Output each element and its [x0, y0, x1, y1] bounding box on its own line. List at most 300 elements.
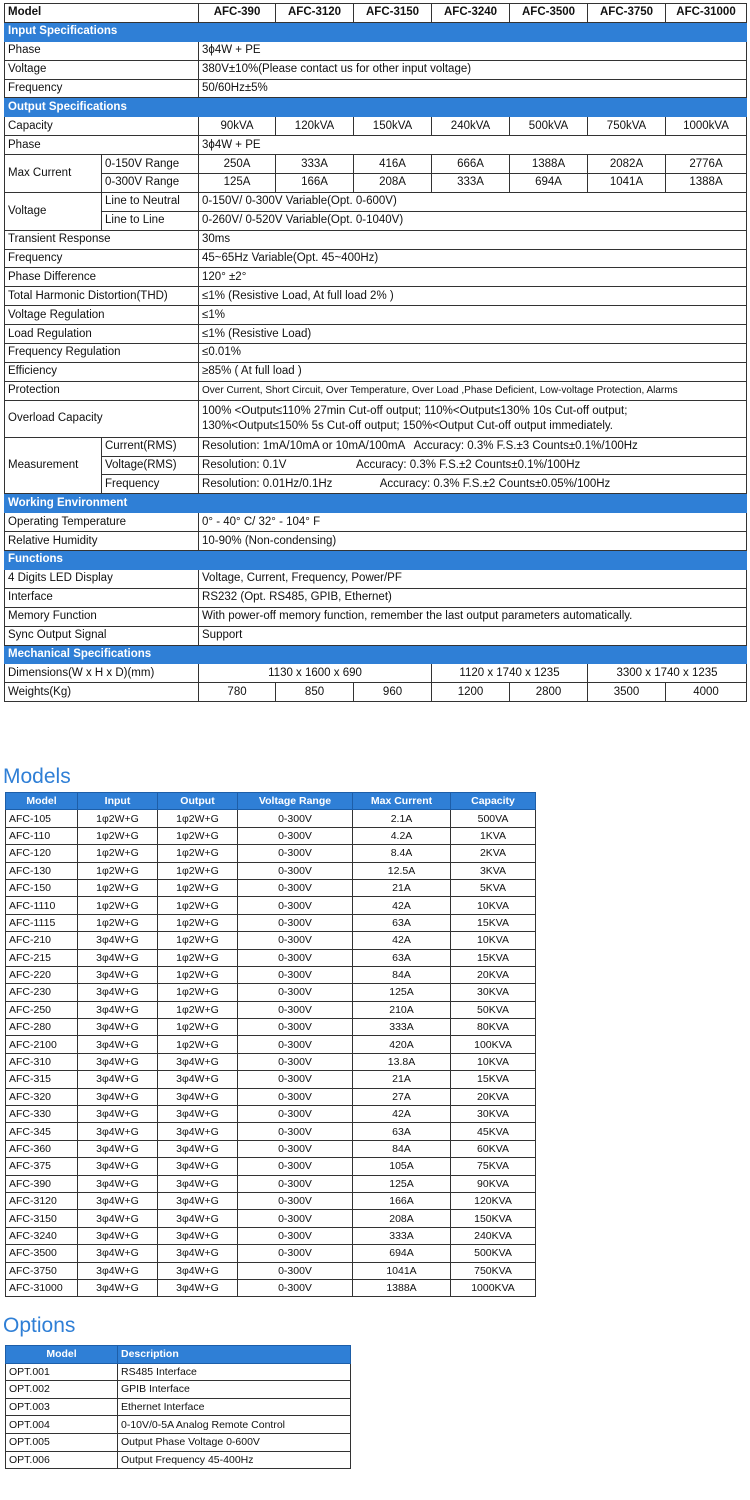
table-row	[6, 897, 536, 914]
options-header-cell: Description	[118, 1346, 351, 1364]
table-cell: 0-300V	[238, 1245, 353, 1262]
spec-value: 125A	[199, 174, 276, 193]
table-row	[6, 949, 536, 966]
spec-value: 666A	[432, 155, 510, 174]
spec-label: Operating Temperature	[5, 513, 199, 532]
spec-row	[5, 79, 747, 98]
table-cell: OPT.005	[6, 1433, 118, 1451]
table-cell: 30KVA	[451, 1106, 536, 1123]
spec-row	[5, 41, 747, 60]
spec-row	[5, 456, 747, 475]
table-cell: AFC-31000	[6, 1279, 78, 1296]
table-cell: AFC-3150	[6, 1210, 78, 1227]
table-cell: AFC-220	[6, 966, 78, 983]
table-cell: 90KVA	[451, 1175, 536, 1192]
spec-value: 850	[276, 683, 354, 702]
options-body	[6, 1363, 351, 1469]
table-row	[6, 1363, 351, 1381]
spec-sublabel: Line to Neutral	[102, 192, 199, 211]
table-cell: 1φ2W+G	[158, 845, 238, 862]
table-cell: 3φ4W+G	[78, 1140, 158, 1157]
table-cell: 21A	[353, 1071, 451, 1088]
table-cell: 3φ4W+G	[158, 1071, 238, 1088]
spec-value: Support	[199, 626, 747, 645]
table-cell: 120KVA	[451, 1192, 536, 1209]
spec-header-cell: AFC-3120	[276, 4, 354, 23]
spec-row	[5, 306, 747, 325]
spec-row	[5, 117, 747, 136]
spec-value: 30ms	[199, 230, 747, 249]
table-cell: 1φ2W+G	[158, 932, 238, 949]
table-cell: 3φ4W+G	[158, 1106, 238, 1123]
spec-header-cell: AFC-3240	[432, 4, 510, 23]
table-cell: 0-300V	[238, 1019, 353, 1036]
table-cell: 45KVA	[451, 1123, 536, 1140]
table-cell: 333A	[353, 1227, 451, 1244]
spec-value: 333A	[432, 174, 510, 193]
spec-row	[5, 532, 747, 551]
table-cell: 210A	[353, 1001, 451, 1018]
specifications-table	[4, 3, 747, 702]
spec-sublabel: Frequency	[102, 475, 199, 494]
table-cell: 3φ4W+G	[158, 1210, 238, 1227]
table-cell: 100KVA	[451, 1036, 536, 1053]
table-cell: 1φ2W+G	[78, 862, 158, 879]
table-row	[6, 984, 536, 1001]
table-cell: 3φ4W+G	[78, 949, 158, 966]
spec-value: 2082A	[588, 155, 666, 174]
table-row	[6, 1019, 536, 1036]
spec-sublabel: Current(RMS)	[102, 437, 199, 456]
table-cell: 1φ2W+G	[78, 827, 158, 844]
table-cell: 0-300V	[238, 897, 353, 914]
spec-header-cell: Model	[5, 4, 199, 23]
models-header-cell: Voltage Range	[238, 793, 353, 810]
table-cell: 0-300V	[238, 827, 353, 844]
models-header-row	[6, 793, 536, 810]
table-row	[6, 1053, 536, 1070]
table-cell: 27A	[353, 1088, 451, 1105]
spec-label: Transient Response	[5, 230, 199, 249]
spec-label: Efficiency	[5, 362, 199, 381]
table-cell: 3φ4W+G	[78, 1262, 158, 1279]
spec-value: 1200	[432, 683, 510, 702]
models-header-cell: Capacity	[451, 793, 536, 810]
table-cell: 0-300V	[238, 1175, 353, 1192]
spec-label: Dimensions(W x H x D)(mm)	[5, 664, 199, 683]
overload-line-2: 130%<Output≤150% 5s Cut-off output; 150%<Output Cut-off output immediately.	[202, 419, 613, 432]
spec-row	[5, 475, 747, 494]
spec-value: 3500	[588, 683, 666, 702]
table-cell: 60KVA	[451, 1140, 536, 1157]
spec-value: 1130 x 1600 x 690	[199, 664, 432, 683]
table-cell: 694A	[353, 1245, 451, 1262]
table-cell: 240KVA	[451, 1227, 536, 1244]
table-cell: AFC-360	[6, 1140, 78, 1157]
table-cell: 42A	[353, 897, 451, 914]
table-cell: 3φ4W+G	[78, 1106, 158, 1123]
table-cell: 42A	[353, 932, 451, 949]
spec-value: 1041A	[588, 174, 666, 193]
table-row	[6, 845, 536, 862]
table-cell: 0-300V	[238, 1088, 353, 1105]
table-cell: 1φ2W+G	[158, 1019, 238, 1036]
spec-row	[5, 362, 747, 381]
table-cell: OPT.001	[6, 1363, 118, 1381]
section-input-specifications: Input Specifications	[5, 22, 747, 41]
table-row	[6, 1106, 536, 1123]
table-cell: AFC-210	[6, 932, 78, 949]
table-cell: AFC-1115	[6, 914, 78, 931]
models-header-cell: Max Current	[353, 793, 451, 810]
spec-label: Weights(Kg)	[5, 683, 199, 702]
table-cell: 1φ2W+G	[158, 897, 238, 914]
table-cell: 1000KVA	[451, 1279, 536, 1296]
spec-label: Capacity	[5, 117, 199, 136]
table-row	[6, 1140, 536, 1157]
spec-value: 1388A	[510, 155, 588, 174]
table-row	[6, 879, 536, 896]
spec-value: 1000kVA	[666, 117, 747, 136]
spec-row	[5, 230, 747, 249]
table-cell: 21A	[353, 879, 451, 896]
spec-value: ≤1% (Resistive Load, At full load 2% )	[199, 287, 747, 306]
spec-row	[5, 325, 747, 344]
models-header-cell: Model	[6, 793, 78, 810]
spec-row	[5, 211, 747, 230]
table-cell: 10KVA	[451, 932, 536, 949]
spec-value: Over Current, Short Circuit, Over Temperature, Over Load ,Phase Deficient, Low-voltage Protection, Alarms	[199, 381, 747, 400]
table-cell: 4.2A	[353, 827, 451, 844]
table-cell: 1φ2W+G	[78, 845, 158, 862]
spec-label: Frequency Regulation	[5, 344, 199, 363]
options-heading: Options	[3, 1314, 76, 1337]
spec-value: 208A	[354, 174, 432, 193]
spec-value: 1120 x 1740 x 1235	[432, 664, 588, 683]
table-cell: 10KVA	[451, 897, 536, 914]
spec-value: 2776A	[666, 155, 747, 174]
table-cell: 3φ4W+G	[78, 966, 158, 983]
table-cell: 1φ2W+G	[158, 879, 238, 896]
table-row	[6, 914, 536, 931]
spec-value: 250A	[199, 155, 276, 174]
table-row	[6, 1088, 536, 1105]
table-cell: AFC-130	[6, 862, 78, 879]
table-cell: 15KVA	[451, 1071, 536, 1088]
table-cell: 0-300V	[238, 949, 353, 966]
table-cell: 3φ4W+G	[158, 1175, 238, 1192]
spec-row	[5, 192, 747, 211]
spec-row	[5, 136, 747, 155]
table-row	[6, 862, 536, 879]
table-cell: 166A	[353, 1192, 451, 1209]
spec-value: 10-90% (Non-condensing)	[199, 532, 747, 551]
table-cell: 1φ2W+G	[158, 827, 238, 844]
table-cell: 3φ4W+G	[78, 932, 158, 949]
table-cell: 0-300V	[238, 1210, 353, 1227]
table-cell: 333A	[353, 1019, 451, 1036]
spec-value: 333A	[276, 155, 354, 174]
spec-value: 0-260V/ 0-520V Variable(Opt. 0-1040V)	[199, 211, 747, 230]
table-cell: 3φ4W+G	[158, 1227, 238, 1244]
table-cell: 1388A	[353, 1279, 451, 1296]
table-cell: 1φ2W+G	[158, 966, 238, 983]
table-cell: 3φ4W+G	[78, 1019, 158, 1036]
options-header-cell: Model	[6, 1346, 118, 1364]
table-row	[6, 827, 536, 844]
spec-row	[5, 437, 747, 456]
spec-row	[5, 626, 747, 645]
table-cell: AFC-3240	[6, 1227, 78, 1244]
spec-label: Phase	[5, 136, 199, 155]
table-cell: OPT.006	[6, 1451, 118, 1469]
table-row	[6, 1227, 536, 1244]
table-cell: 3φ4W+G	[78, 1036, 158, 1053]
table-cell: 1φ2W+G	[158, 1001, 238, 1018]
spec-value: 1388A	[666, 174, 747, 193]
table-cell: 5KVA	[451, 879, 536, 896]
spec-label: Max Current	[5, 155, 102, 193]
table-cell: 3φ4W+G	[158, 1123, 238, 1140]
table-row	[6, 1433, 351, 1451]
spec-row	[5, 381, 747, 400]
table-row	[6, 1398, 351, 1416]
spec-row	[5, 268, 747, 287]
table-cell: 42A	[353, 1106, 451, 1123]
table-cell: 0-300V	[238, 1106, 353, 1123]
spec-row	[5, 569, 747, 588]
table-row	[6, 1158, 536, 1175]
table-cell: 3φ4W+G	[158, 1245, 238, 1262]
table-cell: AFC-150	[6, 879, 78, 896]
spec-row	[5, 664, 747, 683]
spec-row	[5, 174, 747, 193]
table-cell: AFC-315	[6, 1071, 78, 1088]
spec-sublabel: Line to Line	[102, 211, 199, 230]
table-cell: 105A	[353, 1158, 451, 1175]
spec-row	[5, 588, 747, 607]
table-cell: 84A	[353, 1140, 451, 1157]
spec-value: 780	[199, 683, 276, 702]
table-cell: 12.5A	[353, 862, 451, 879]
spec-value: Voltage, Current, Frequency, Power/PF	[199, 569, 747, 588]
table-cell: 30KVA	[451, 984, 536, 1001]
spec-header-cell: AFC-390	[199, 4, 276, 23]
spec-label: Voltage	[5, 192, 102, 230]
models-table	[5, 792, 536, 1297]
table-cell: AFC-120	[6, 845, 78, 862]
spec-value: ≤1%	[199, 306, 747, 325]
table-cell: AFC-215	[6, 949, 78, 966]
table-cell: 0-300V	[238, 1227, 353, 1244]
table-row	[6, 1036, 536, 1053]
table-row	[6, 810, 536, 827]
table-cell: 1φ2W+G	[158, 914, 238, 931]
table-cell: 3φ4W+G	[78, 1245, 158, 1262]
table-cell: 0-300V	[238, 1053, 353, 1070]
table-cell: 3φ4W+G	[158, 1053, 238, 1070]
table-cell: 0-300V	[238, 845, 353, 862]
table-cell: 3φ4W+G	[78, 1053, 158, 1070]
table-cell: AFC-110	[6, 827, 78, 844]
section-output-specifications: Output Specifications	[5, 98, 747, 117]
table-cell: 750KVA	[451, 1262, 536, 1279]
models-body	[6, 810, 536, 1297]
overload-line-1: 100% <Output≤110% 27min Cut-off output; 110%<Output≤130% 10s Cut-off output;	[202, 404, 628, 417]
spec-value: 3ϕ4W + PE	[199, 41, 747, 60]
spec-label: 4 Digits LED Display	[5, 569, 199, 588]
table-row	[6, 932, 536, 949]
spec-value: RS232 (Opt. RS485, GPIB, Ethernet)	[199, 588, 747, 607]
table-cell: 3φ4W+G	[158, 1158, 238, 1175]
spec-value: 0° - 40° C/ 32° - 104° F	[199, 513, 747, 532]
table-cell: 2KVA	[451, 845, 536, 862]
spec-value: With power-off memory function, remember the last output parameters automatically.	[199, 607, 747, 626]
table-cell: 20KVA	[451, 966, 536, 983]
spec-sublabel: 0-150V Range	[102, 155, 199, 174]
spec-label: Interface	[5, 588, 199, 607]
spec-value: 50/60Hz±5%	[199, 79, 747, 98]
table-cell: 3φ4W+G	[78, 1279, 158, 1296]
spec-header-cell: AFC-3500	[510, 4, 588, 23]
spec-value: 45~65Hz Variable(Opt. 45~400Hz)	[199, 249, 747, 268]
table-cell: 3φ4W+G	[158, 1279, 238, 1296]
spec-value: 694A	[510, 174, 588, 193]
table-cell: 3KVA	[451, 862, 536, 879]
spec-value: 3ϕ4W + PE	[199, 136, 747, 155]
table-cell: AFC-105	[6, 810, 78, 827]
spec-sublabel: Voltage(RMS)	[102, 456, 199, 475]
spec-label: Voltage	[5, 60, 199, 79]
table-cell: 1φ2W+G	[158, 1036, 238, 1053]
spec-row	[5, 344, 747, 363]
table-cell: 0-300V	[238, 879, 353, 896]
spec-label: Phase	[5, 41, 199, 60]
table-cell: 2.1A	[353, 810, 451, 827]
spec-header-cell: AFC-3150	[354, 4, 432, 23]
table-cell: 3φ4W+G	[158, 1088, 238, 1105]
table-cell: RS485 Interface	[118, 1363, 351, 1381]
table-cell: 0-300V	[238, 1140, 353, 1157]
table-cell: 3φ4W+G	[78, 1158, 158, 1175]
spec-value: Resolution: 0.01Hz/0.1Hz Accuracy: 0.3% F.S.±2 Counts±0.05%/100Hz	[199, 475, 747, 494]
table-row	[6, 1279, 536, 1296]
table-cell: AFC-250	[6, 1001, 78, 1018]
models-header-cell: Output	[158, 793, 238, 810]
spec-value: ≤0.01%	[199, 344, 747, 363]
table-cell: 0-300V	[238, 1262, 353, 1279]
spec-label: Frequency	[5, 79, 199, 98]
table-cell: AFC-3120	[6, 1192, 78, 1209]
table-cell: 0-300V	[238, 1279, 353, 1296]
table-cell: 80KVA	[451, 1019, 536, 1036]
spec-row	[5, 400, 747, 437]
table-cell: 3φ4W+G	[158, 1262, 238, 1279]
table-cell: 3φ4W+G	[78, 1088, 158, 1105]
table-cell: 0-300V	[238, 1036, 353, 1053]
table-cell: 0-300V	[238, 1192, 353, 1209]
spec-label: Total Harmonic Distortion(THD)	[5, 287, 199, 306]
table-cell: AFC-280	[6, 1019, 78, 1036]
table-cell: 3φ4W+G	[78, 1175, 158, 1192]
table-cell: AFC-3500	[6, 1245, 78, 1262]
table-cell: AFC-375	[6, 1158, 78, 1175]
spec-value	[199, 400, 747, 437]
table-cell: 84A	[353, 966, 451, 983]
table-cell: 125A	[353, 984, 451, 1001]
spec-header-cell: AFC-3750	[588, 4, 666, 23]
table-row	[6, 1262, 536, 1279]
models-heading: Models	[3, 765, 71, 788]
spec-header-row	[5, 4, 747, 23]
section-working-environment: Working Environment	[5, 494, 747, 513]
table-cell: 3φ4W+G	[78, 1210, 158, 1227]
spec-value: Resolution: 1mA/10mA or 10mA/100mA Accuracy: 0.3% F.S.±3 Counts±0.1%/100Hz	[199, 437, 747, 456]
spec-label: Sync Output Signal	[5, 626, 199, 645]
table-cell: 500KVA	[451, 1245, 536, 1262]
table-cell: 20KVA	[451, 1088, 536, 1105]
table-cell: AFC-320	[6, 1088, 78, 1105]
spec-value: 120° ±2°	[199, 268, 747, 287]
table-cell: Output Frequency 45-400Hz	[118, 1451, 351, 1469]
spec-value: 240kVA	[432, 117, 510, 136]
table-cell: Ethernet Interface	[118, 1398, 351, 1416]
table-cell: 1φ2W+G	[158, 949, 238, 966]
table-cell: 0-300V	[238, 966, 353, 983]
spec-value: ≥85% ( At full load )	[199, 362, 747, 381]
table-cell: 3φ4W+G	[158, 1140, 238, 1157]
table-cell: 208A	[353, 1210, 451, 1227]
section-mechanical-specifications: Mechanical Specifications	[5, 645, 747, 664]
table-cell: AFC-330	[6, 1106, 78, 1123]
table-cell: 500VA	[451, 810, 536, 827]
options-header-row	[6, 1346, 351, 1364]
table-row	[6, 1451, 351, 1469]
spec-value: 90kVA	[199, 117, 276, 136]
table-cell: 50KVA	[451, 1001, 536, 1018]
spec-value: 960	[354, 683, 432, 702]
table-cell: AFC-230	[6, 984, 78, 1001]
table-cell: 1φ2W+G	[158, 810, 238, 827]
models-header-cell: Input	[78, 793, 158, 810]
table-cell: GPIB Interface	[118, 1381, 351, 1399]
spec-value: 500kVA	[510, 117, 588, 136]
table-row	[6, 1001, 536, 1018]
spec-value: 4000	[666, 683, 747, 702]
spec-row	[5, 287, 747, 306]
spec-value: 150kVA	[354, 117, 432, 136]
spec-sublabel: 0-300V Range	[102, 174, 199, 193]
table-cell: 1041A	[353, 1262, 451, 1279]
table-cell: OPT.002	[6, 1381, 118, 1399]
table-cell: 1φ2W+G	[78, 897, 158, 914]
table-cell: 3φ4W+G	[78, 984, 158, 1001]
table-row	[6, 1245, 536, 1262]
spec-value: Resolution: 0.1V Accuracy: 0.3% F.S.±2 Counts±0.1%/100Hz	[199, 456, 747, 475]
spec-header-cell: AFC-31000	[666, 4, 747, 23]
table-cell: 8.4A	[353, 845, 451, 862]
table-cell: 1φ2W+G	[78, 810, 158, 827]
table-cell: 1φ2W+G	[158, 862, 238, 879]
table-cell: 3φ4W+G	[78, 1227, 158, 1244]
table-cell: 1φ2W+G	[78, 914, 158, 931]
spec-label: Memory Function	[5, 607, 199, 626]
spec-row	[5, 607, 747, 626]
table-cell: 13.8A	[353, 1053, 451, 1070]
table-cell: 0-300V	[238, 1158, 353, 1175]
table-cell: AFC-345	[6, 1123, 78, 1140]
table-cell: 0-10V/0-5A Analog Remote Control	[118, 1416, 351, 1434]
